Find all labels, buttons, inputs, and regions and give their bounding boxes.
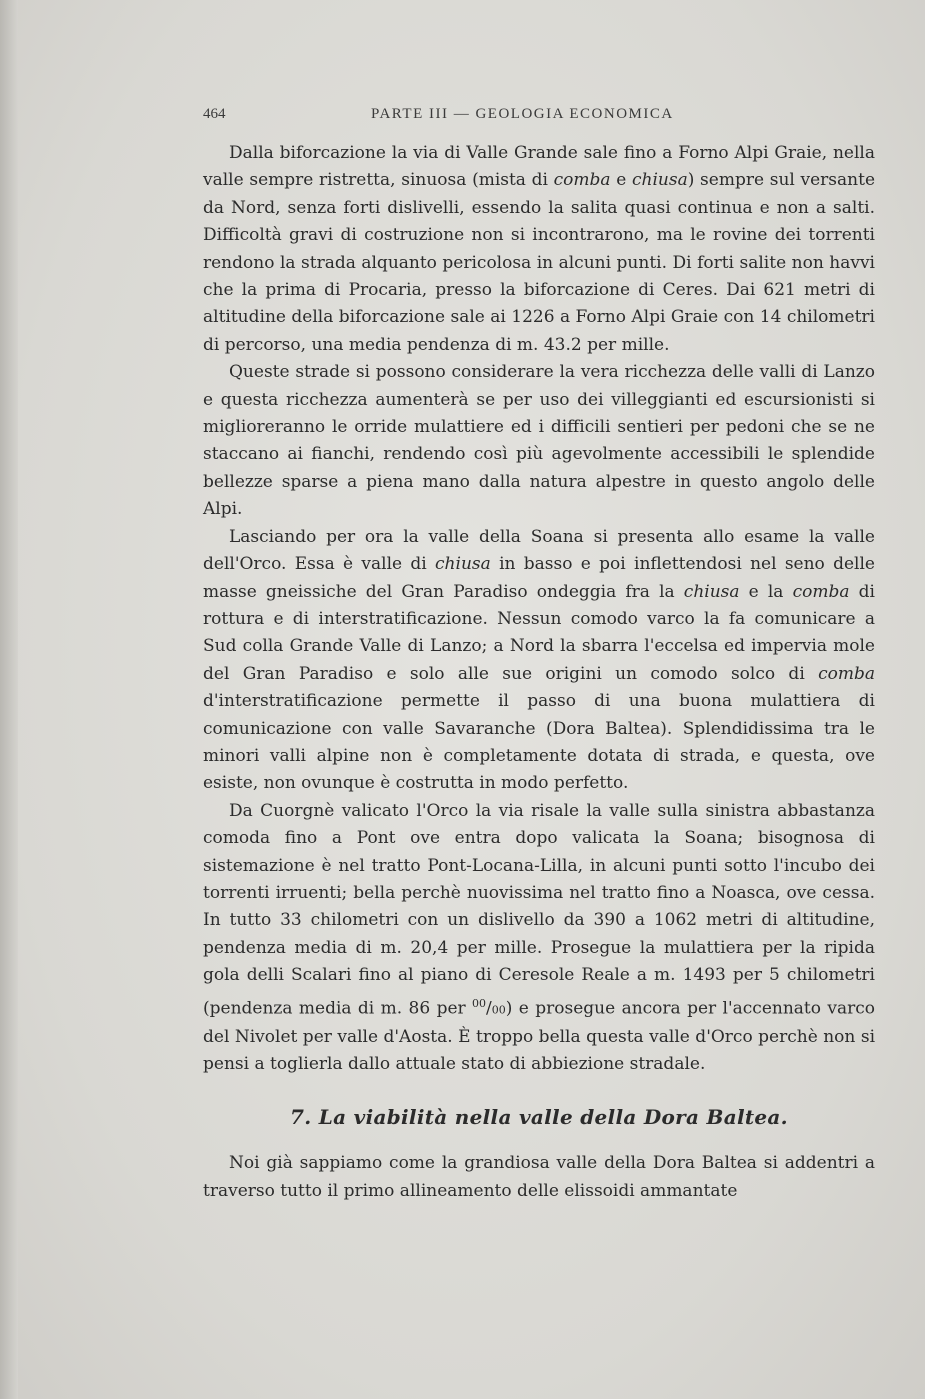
running-head: PARTE III — GEOLOGIA ECONOMICA bbox=[371, 106, 674, 122]
italic-term: comba bbox=[792, 581, 850, 602]
italic-term: comba bbox=[818, 663, 875, 684]
section-title: 7. La viabilità nella valle della Dora Baltea. bbox=[290, 1105, 788, 1130]
italic-term: comba bbox=[553, 170, 611, 191]
per-mille-sub: 00 bbox=[491, 1003, 506, 1017]
italic-term: chiusa bbox=[632, 170, 688, 191]
paragraph: Queste strade si possono considerare la vera ricchezza delle valli di Lanzo e questa ricchezza aumenterà se per uso dei villeggianti ed escursionisti si miglioreranno le orride mulattiere ed i difficili sentieri per pedoni che se ne staccano ai fianchi, rendendo così più agevolmente accessibili le splendide bellezze sparse a piena mano dalla natura alpestre in questo angolo delle Alpi. bbox=[203, 362, 875, 520]
per-mille-sup: 00 bbox=[472, 996, 487, 1010]
paragraph: Lasciando per ora la valle della Soana si presenta allo esame la valle dell'Orco. Essa è valle di chiusa in basso e poi inflettendosi nel seno delle masse gneissiche del Gran Paradiso ondeggia fra la chiusa e la comba di rottura e di interstratificazione. Nessun comodo varco la fa comunicare a Sud colla Grande Valle di Lanzo; a Nord la sbarra l'eccelsa ed impervia mole del Gran Paradiso e solo alle sue origini un comodo solco di comba d'interstratificazione permette il passo di una buona mulattiera di comunicazione con valle Savaranche (Dora Baltea). Splendidissima tra le minori valli alpine non è completamente dotata di strada, e questa, ove esiste, non ovunque è costrutta in modo perfetto. bbox=[203, 526, 875, 794]
page-binding-edge bbox=[0, 0, 18, 1399]
italic-term: chiusa bbox=[435, 554, 491, 575]
page-header bbox=[203, 106, 875, 130]
italic-term: chiusa bbox=[683, 581, 740, 602]
paragraph: Dalla biforcazione la via di Valle Grande sale fino a Forno Alpi Graie, nella valle sempre ristretta, sinuosa (mista di comba e chiusa) sempre sul versante da Nord, senza forti dislivelli, essendo la salita quasi continua e non a salti. Difficoltà gravi di costruzione non si incontrarono, ma le rovine dei torrenti rendono la strada alquanto pericolosa in alcuni punti. Di forti salite non havvi che la prima di Procaria, presso la biforcazione di Ceres. Dai 621 metri di altitudine della biforcazione sale ai 1226 a Forno Alpi Graie con 14 chilometri di percorso, una media pendenza di m. 43.2 per mille. bbox=[203, 143, 876, 355]
page-number: 464 bbox=[203, 106, 226, 122]
body-text bbox=[203, 140, 875, 1205]
paragraph: Noi già sappiamo come la grandiosa valle della Dora Baltea si addentri a traverso tutto il primo allineamento delle elissoidi ammantate bbox=[203, 1153, 875, 1201]
paragraph: Da Cuorgnè valicato l'Orco la via risale la valle sulla sinistra abbastanza comoda fino a Pont ove entra dopo valicata la Soana; bisognosa di sistemazione è nel tratto Pont-Locana-Lilla, in alcuni punti sotto l'incubo dei torrenti irruenti; bella perchè nuovissima nel tratto fino a Noasca, ove cessa. In tutto 33 chilometri con un dislivello da 390 a 1062 metri di altitudine, pendenza media di m. 20,4 per mille. Prosegue la mulattiera per la ripida gola delli Scalari fino al piano di Ceresole Reale a m. 1493 per 5 chilometri (pendenza media di m. 86 per $^{00}$/00) e prosegue ancora per l'accennato varco del Nivolet per valle d'Aosta. È troppo bella questa valle d'Orco perchè non si pensi a toglierla dallo attuale stato di abbiezione stradale. bbox=[203, 800, 875, 1075]
